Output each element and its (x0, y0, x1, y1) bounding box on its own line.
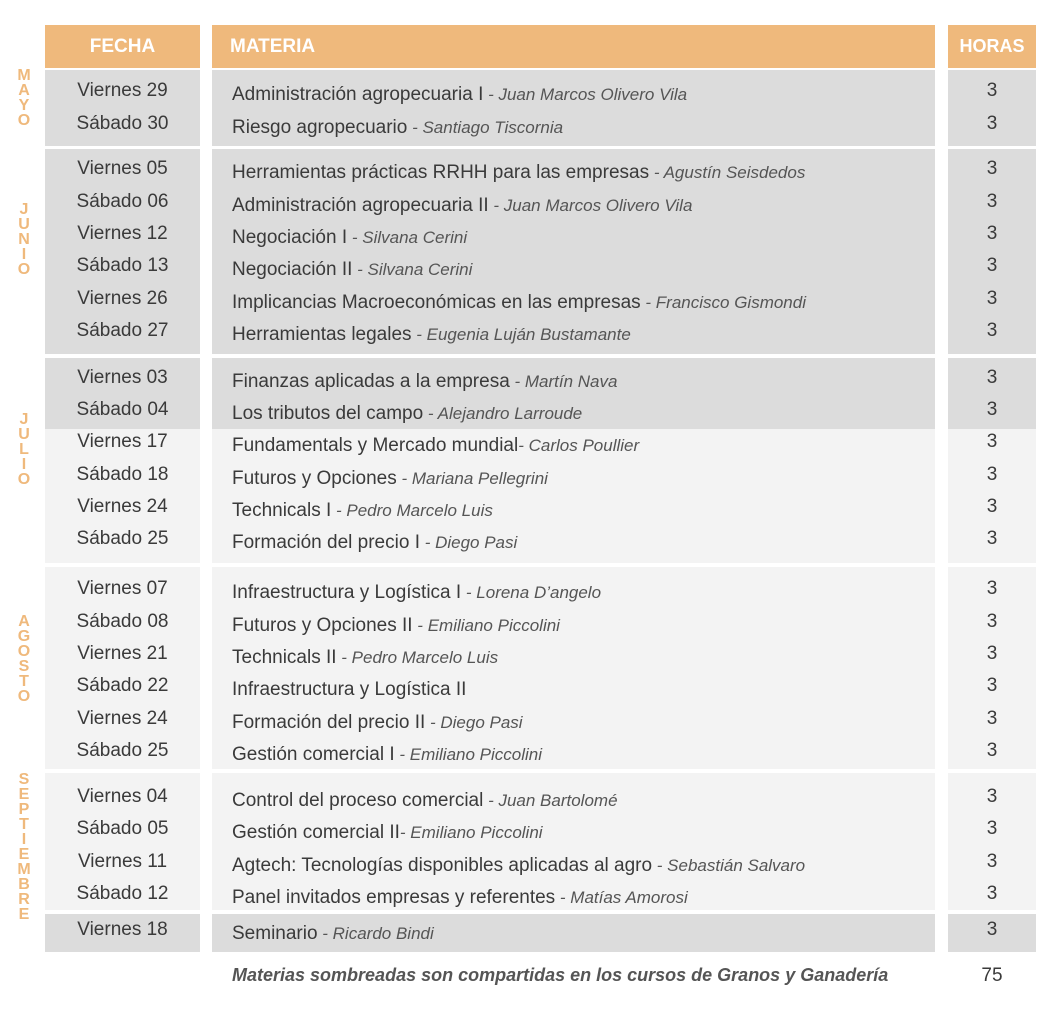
subject-name: Technicals I (232, 500, 332, 521)
row-date: Sábado 25 (76, 528, 169, 549)
subject-separator: - (317, 924, 333, 943)
subject-name: Finanzas aplicadas a la empresa (232, 371, 510, 392)
row-hours: 3 (986, 818, 998, 839)
subject-name: Infraestructura y Logística II (232, 679, 467, 700)
subject-name: Panel invitados empresas y referentes (232, 887, 556, 908)
row-subject-cell (232, 468, 548, 490)
professor-name: Diego Pasi (440, 713, 523, 732)
row-hours: 3 (986, 464, 998, 485)
row-hours: 3 (986, 675, 998, 696)
subject-name: Technicals II (232, 647, 337, 668)
row-date: Sábado 18 (76, 464, 169, 485)
subject-name: Administración agropecuaria II (232, 195, 489, 216)
row-subject-cell (232, 822, 543, 844)
subject-separator: - (407, 118, 423, 137)
subject-separator: - (649, 163, 664, 182)
professor-name: Silvana Cerini (367, 260, 473, 279)
row-date: Viernes 24 (77, 708, 168, 729)
row-subject-cell (232, 500, 493, 522)
row-date: Viernes 05 (77, 158, 168, 179)
subject-separator: - (411, 325, 427, 344)
subject-separator: - (555, 888, 571, 907)
subject-name: Futuros y Opciones II (232, 615, 413, 636)
subject-separator: - (483, 85, 499, 104)
header-materia: MATERIA (212, 25, 935, 68)
row-date: Sábado 12 (76, 883, 169, 904)
row-subject-cell (232, 195, 692, 217)
row-subject-cell (232, 324, 631, 346)
row-date: Viernes 29 (77, 80, 168, 101)
header-horas: HORAS (948, 25, 1036, 68)
professor-name: Diego Pasi (435, 533, 518, 552)
row-date: Viernes 11 (77, 851, 168, 872)
row-subject-cell (232, 582, 601, 604)
row-subject-cell (232, 679, 466, 701)
total-hours: 75 (981, 965, 1003, 986)
row-date: Viernes 07 (77, 578, 168, 599)
professor-name: Alejandro Larroude (437, 404, 583, 423)
subject-separator: - (399, 823, 411, 842)
subject-name: Seminario (232, 923, 318, 944)
month-label: J U L I O (17, 411, 31, 488)
subject-name: Negociación I (232, 227, 348, 248)
row-hours: 3 (986, 367, 998, 388)
header-fecha: FECHA (45, 25, 200, 68)
row-subject-cell (232, 744, 542, 766)
subject-name: Herramientas prácticas RRHH para las empresas (232, 162, 650, 183)
row-date: Viernes 17 (77, 431, 168, 452)
row-date: Sábado 05 (76, 818, 169, 839)
row-hours: 3 (986, 786, 998, 807)
subject-name: Herramientas legales (232, 324, 412, 345)
row-date: Viernes 04 (77, 786, 168, 807)
subject-separator: - (488, 196, 504, 215)
professor-name: Francisco Gismondi (655, 293, 806, 312)
professor-name: Juan Marcos Olivero Vila (498, 85, 688, 104)
row-subject-cell (232, 292, 806, 314)
professor-name: Emiliano Piccolini (410, 823, 543, 842)
professor-name: Martín Nava (524, 372, 618, 391)
month-label: A G O S T O (17, 613, 31, 705)
professor-name: Santiago Tiscornia (422, 118, 564, 137)
row-hours: 3 (986, 919, 998, 940)
subject-name: Futuros y Opciones (232, 468, 397, 489)
row-subject-cell (232, 712, 523, 734)
subject-name: Los tributos del campo (232, 403, 424, 424)
row-subject-cell (232, 371, 617, 393)
subject-separator: - (336, 648, 352, 667)
subject-separator: - (483, 791, 499, 810)
row-date: Viernes 03 (77, 367, 168, 388)
subject-name: Riesgo agropecuario (232, 117, 408, 138)
subject-separator: - (461, 583, 477, 602)
subject-separator: - (652, 856, 668, 875)
subject-name: Agtech: Tecnologías disponibles aplicadas al agro (232, 855, 653, 876)
row-subject-cell (232, 84, 687, 106)
professor-name: Mariana Pellegrini (411, 469, 548, 488)
row-date: Sábado 13 (76, 255, 169, 276)
month-label: M A Y O (17, 67, 31, 129)
subject-separator: - (419, 533, 436, 552)
subject-name: Fundamentals y Mercado mundial (232, 435, 519, 456)
row-date: Sábado 06 (76, 191, 169, 212)
professor-name: Ricardo Bindi (332, 924, 434, 943)
month-label: J U N I O (17, 201, 31, 278)
professor-name: Emiliano Piccolini (427, 616, 560, 635)
row-subject-cell (232, 435, 639, 457)
row-subject-cell (232, 403, 582, 425)
professor-name: Sebastián Salvaro (667, 856, 806, 875)
subject-separator: - (396, 469, 412, 488)
row-hours: 3 (986, 643, 998, 664)
row-subject-cell (232, 227, 467, 249)
professor-name: Carlos Poullier (528, 436, 640, 455)
row-subject-cell (232, 923, 434, 945)
professor-name: Lorena D’angelo (476, 583, 602, 602)
row-date: Viernes 21 (77, 643, 168, 664)
row-subject-cell (232, 790, 618, 812)
subject-separator: - (423, 404, 438, 423)
row-hours: 3 (986, 883, 998, 904)
professor-name: Pedro Marcelo Luis (351, 648, 499, 667)
subject-name: Control del proceso comercial (232, 790, 484, 811)
row-subject-cell (232, 855, 805, 877)
row-hours: 3 (986, 113, 998, 134)
row-date: Sábado 08 (76, 611, 169, 632)
subject-name: Formación del precio I (232, 532, 420, 553)
row-hours: 3 (986, 191, 998, 212)
row-hours: 3 (986, 158, 998, 179)
row-date: Sábado 27 (76, 320, 169, 341)
row-date: Viernes 12 (77, 223, 168, 244)
professor-name: Eugenia Luján Bustamante (426, 325, 631, 344)
row-hours: 3 (986, 496, 998, 517)
subject-name: Negociación II (232, 259, 353, 280)
professor-name: Juan Marcos Olivero Vila (503, 196, 693, 215)
row-hours: 3 (986, 255, 998, 276)
row-date: Sábado 25 (76, 740, 169, 761)
row-date: Viernes 26 (77, 288, 168, 309)
subject-separator: - (518, 436, 529, 455)
subject-separator: - (347, 228, 363, 247)
row-date: Sábado 30 (76, 113, 169, 134)
row-subject-cell (232, 647, 498, 669)
row-date: Sábado 04 (76, 399, 169, 420)
subject-name: Gestión comercial I (232, 744, 395, 765)
row-hours: 3 (986, 399, 998, 420)
subject-separator: - (352, 260, 368, 279)
row-hours: 3 (986, 611, 998, 632)
row-date: Sábado 22 (76, 675, 169, 696)
subject-name: Administración agropecuaria I (232, 84, 484, 105)
subject-name: Gestión comercial II (232, 822, 400, 843)
row-hours: 3 (986, 528, 998, 549)
professor-name: Pedro Marcelo Luis (346, 501, 493, 520)
subject-separator: - (425, 713, 441, 732)
row-hours: 3 (986, 431, 998, 452)
professor-name: Agustín Seisdedos (663, 163, 806, 182)
row-subject-cell (232, 259, 472, 281)
professor-name: Silvana Cerini (362, 228, 468, 247)
row-hours: 3 (986, 708, 998, 729)
subject-name: Formación del precio II (232, 712, 426, 733)
row-subject-cell (232, 162, 805, 184)
row-subject-cell (232, 117, 563, 139)
footer-note: Materias sombreadas son compartidas en los cursos de Granos y Ganadería (232, 965, 889, 985)
subject-separator: - (331, 501, 347, 520)
subject-separator: - (394, 745, 410, 764)
row-date: Viernes 18 (77, 919, 168, 940)
row-hours: 3 (986, 851, 998, 872)
row-hours: 3 (986, 223, 998, 244)
row-subject-cell (232, 887, 688, 909)
subject-separator: - (509, 372, 525, 391)
subject-name: Implicancias Macroeconómicas en las empresas (232, 292, 641, 313)
row-hours: 3 (986, 80, 998, 101)
row-hours: 3 (986, 740, 998, 761)
row-hours: 3 (986, 288, 998, 309)
subject-separator: - (640, 293, 656, 312)
row-date: Viernes 24 (77, 496, 168, 517)
professor-name: Juan Bartolomé (498, 791, 618, 810)
professor-name: Matías Amorosi (570, 888, 688, 907)
row-hours: 3 (986, 320, 998, 341)
row-hours: 3 (986, 578, 998, 599)
subject-name: Infraestructura y Logística I (232, 582, 462, 603)
row-subject-cell (232, 615, 560, 637)
row-subject-cell (232, 532, 517, 554)
professor-name: Emiliano Piccolini (409, 745, 543, 764)
subject-separator: - (412, 616, 428, 635)
month-label: S E P T I E M B R E (17, 771, 31, 923)
